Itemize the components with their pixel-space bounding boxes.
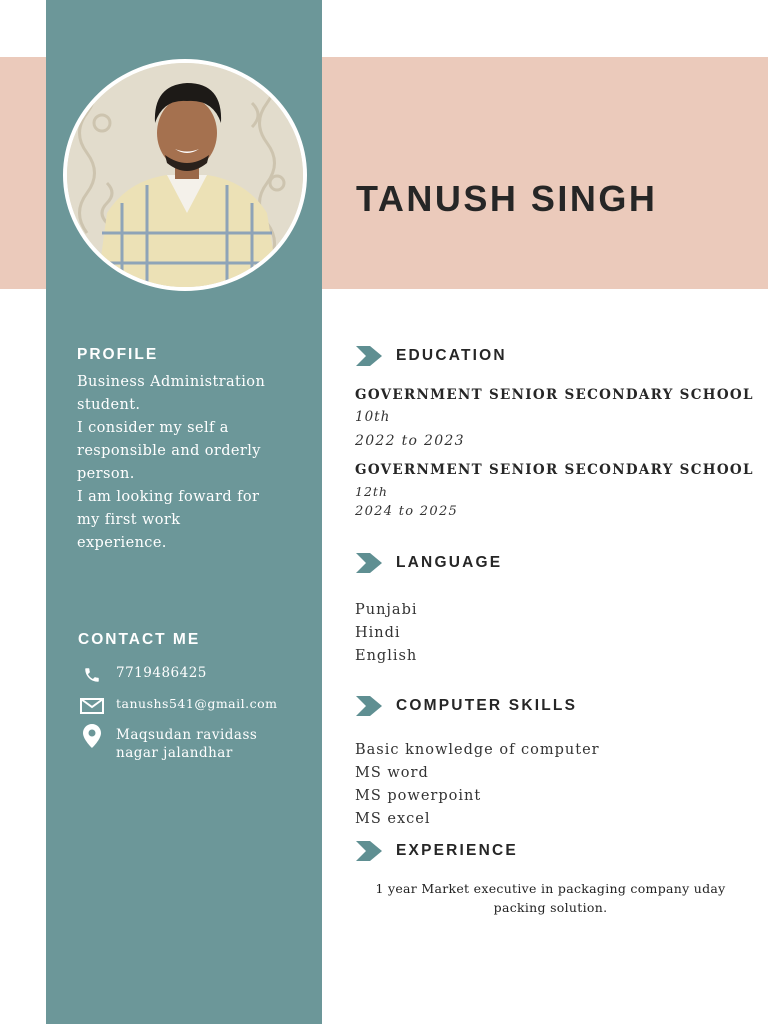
skills-list	[355, 739, 600, 831]
profile-text	[77, 371, 302, 555]
profile-line: student.	[77, 397, 141, 413]
contact-address	[80, 726, 257, 762]
envelope-icon	[80, 696, 104, 716]
computer-skills-heading-label: COMPUTER SKILLS	[396, 697, 578, 714]
contact-heading: CONTACT ME	[78, 631, 201, 648]
list-item: MS excel	[355, 811, 431, 827]
phone-number[interactable]: 7719486425	[116, 665, 207, 681]
experience-heading	[356, 841, 518, 861]
list-item: Basic knowledge of computer	[355, 742, 600, 758]
candidate-name: TANUSH SINGH	[356, 178, 658, 219]
education-heading-label: EDUCATION	[396, 347, 507, 364]
grade: 12th	[355, 484, 388, 499]
list-item: Punjabi	[355, 602, 418, 618]
profile-photo	[63, 59, 307, 291]
education-heading	[356, 346, 507, 366]
years: 2022 to 2023	[355, 433, 465, 449]
chevron-right-icon	[356, 346, 382, 366]
computer-skills-heading	[356, 696, 577, 716]
experience-text	[355, 879, 746, 917]
profile-line: I consider my self a	[77, 420, 229, 436]
profile-line: responsible and orderly	[77, 443, 261, 459]
contact-phone	[80, 665, 207, 685]
language-list	[355, 599, 418, 668]
experience-heading-label: EXPERIENCE	[396, 842, 518, 859]
location-pin-icon	[80, 726, 104, 746]
contact-email	[80, 696, 277, 716]
profile-heading: PROFILE	[77, 346, 159, 363]
profile-line: experience.	[77, 535, 167, 551]
list-item: Hindi	[355, 625, 401, 641]
chevron-right-icon	[356, 553, 382, 573]
chevron-right-icon	[356, 696, 382, 716]
experience-line: 1 year Market executive in packaging company uday	[375, 881, 726, 896]
school-name: GOVERNMENT SENIOR SECONDARY SCHOOL	[355, 462, 754, 478]
years: 2024 to 2025	[355, 504, 459, 519]
profile-line: Business Administration	[77, 374, 266, 390]
grade: 10th	[355, 409, 391, 425]
list-item: MS word	[355, 765, 429, 781]
email-address[interactable]: tanushs541@gmail.com	[116, 696, 278, 711]
address-line: Maqsudan ravidass	[116, 727, 258, 743]
chevron-right-icon	[356, 841, 382, 861]
list-item: English	[355, 648, 418, 664]
person-photo-illustration	[67, 63, 303, 287]
language-heading	[356, 553, 502, 573]
profile-line: person.	[77, 466, 135, 482]
list-item: MS powerpoint	[355, 788, 482, 804]
address-line: nagar jalandhar	[116, 745, 233, 761]
school-name: GOVERNMENT SENIOR SECONDARY SCHOOL	[355, 387, 754, 403]
phone-icon	[80, 665, 104, 685]
profile-line: my first work	[77, 512, 181, 528]
experience-line: packing solution.	[493, 900, 608, 915]
profile-line: I am looking foward for	[77, 489, 260, 505]
language-heading-label: LANGUAGE	[396, 554, 503, 571]
